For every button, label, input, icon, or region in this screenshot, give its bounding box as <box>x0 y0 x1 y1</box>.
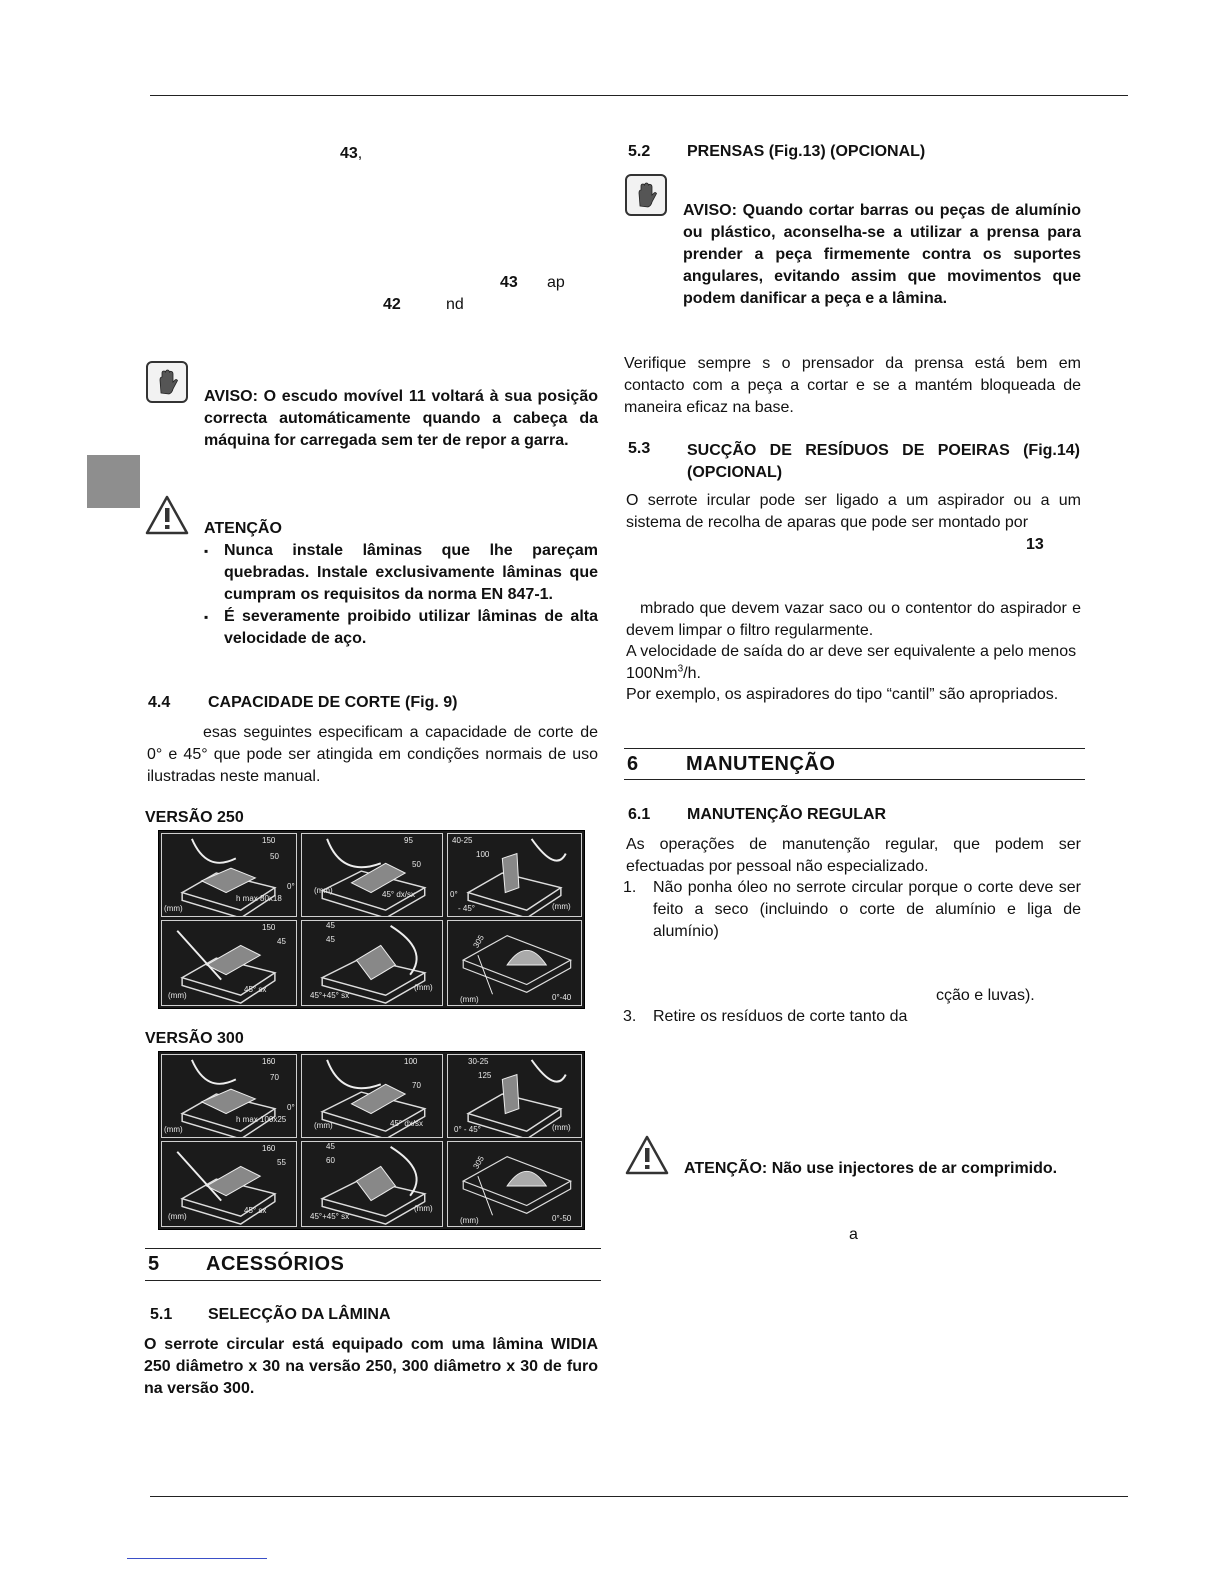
section-5-2-number: 5.2 <box>628 143 651 160</box>
section-5-1-title: SELECÇÃO DA LÂMINA <box>208 1306 391 1323</box>
section-4-4-title: CAPACIDADE DE CORTE (Fig. 9) <box>208 694 458 711</box>
figure-versao-250 <box>158 830 585 1009</box>
section-5-1-number: 5.1 <box>150 1306 173 1323</box>
section-5-bottom-rule <box>145 1280 601 1281</box>
section-4-4-text: esas seguintes especificam a capacidade de corte de 0° e 45° que pode ser atingida em condições normais de uso ilustradas neste manual. <box>147 724 598 785</box>
section-4-4-number: 4.4 <box>148 694 171 711</box>
section-5-title: ACESSÓRIOS <box>206 1253 345 1275</box>
section-5-2-title: PRENSAS (Fig.13) (OPCIONAL) <box>687 143 926 160</box>
fragment-13: 13 <box>1026 536 1044 553</box>
section-5-3-text-4: Por exemplo, os aspiradores do tipo “cantil” são apropriados. <box>626 686 1059 703</box>
fig-cell-0-45deg: 30-25 125 0° - 45° (mm) <box>447 1054 582 1138</box>
section-5-3-title: SUCÇÃO DE RESÍDUOS DE POEIRAS (Fig.14) (OPCIONAL) <box>687 442 1080 481</box>
verifique-text: Verifique sempre s o prensador da prensa está bem em contacto com a peça a cortar e se a mantém bloqueada de maneira eficaz na base. <box>624 355 1081 416</box>
section-6-top-rule <box>624 748 1085 749</box>
fig-cell-45sx: 160 55 (mm) 45° sx <box>161 1141 297 1227</box>
fig-cell-0deg: 150 50 0° h max 80x18 (mm) <box>161 833 297 917</box>
fragment-a: a <box>849 1226 858 1243</box>
section-6-1-number: 6.1 <box>628 806 651 823</box>
section-6-1-title: MANUTENÇÃO REGULAR <box>687 806 887 823</box>
section-5-3-text: O serrote ircular pode ser ligado a um aspirador ou a um sistema de recolha de aparas que pode ser montado por <box>626 492 1081 531</box>
atencao-item: ▪ É severamente proibido utilizar lâminas de alta velocidade de aço. <box>204 606 598 650</box>
fig-cell-45-45sx: 45 60 45°+45° sx (mm) <box>301 1141 443 1227</box>
fig-cell-45-45sx: 45 45 45°+45° sx (mm) <box>301 920 443 1006</box>
footer-rule <box>150 1496 1128 1497</box>
fragment-43b: 43 <box>500 274 518 291</box>
fragment-43: 43, <box>340 145 363 162</box>
warning-triangle-icon <box>144 494 190 541</box>
list-item-text: Não ponha óleo no serrote circular porque o corte deve ser feito a seco (incluindo o corte de alumínio e liga de alumínio) <box>653 879 1081 940</box>
fragment-42: 42 <box>383 296 401 313</box>
figure-versao-300 <box>158 1051 585 1230</box>
atencao-item: ▪ Nunca instale lâminas que lhe pareçam quebradas. Instale exclusivamente lâminas que cumpram os requisitos da norma EN 847-1. <box>204 540 598 606</box>
fig-cell-0deg: 160 70 0° h max 100x25 (mm) <box>161 1054 297 1138</box>
fig-cell-0-40: 305 (mm) 0°-40 <box>447 920 582 1006</box>
fragment-nd: nd <box>446 296 464 313</box>
section-5-1-text: O serrote circular está equipado com uma lâmina WIDIA 250 diâmetro x 30 na versão 250, 300 diâmetro x 30 de furo na versão 300. <box>144 1336 598 1397</box>
fig-cell-0-45deg: 40-25 100 0° - 45° (mm) <box>447 833 582 917</box>
section-5-top-rule <box>145 1248 601 1249</box>
atencao-title: ATENÇÃO <box>204 520 282 537</box>
aviso-shield-text: AVISO: O escudo movível 11 voltará à sua posição correcta automáticamente quando a cabeça da máquina for carregada sem ter de repor a garra. <box>204 388 598 449</box>
section-5-3-text-3: A velocidade de saída do ar deve ser equivalente a pelo menos 100Nm$^3$/h. <box>626 643 1077 682</box>
fragment-ap: ap <box>547 274 565 291</box>
hand-warning-icon <box>146 361 188 403</box>
fig-cell-45sx: 150 45 (mm) 45° sx <box>161 920 297 1006</box>
atencao-ar-comprimido-text: ATENÇÃO: Não use injectores de ar comprimido. <box>684 1160 1058 1177</box>
list-item-text: Retire os resíduos de corte tanto da <box>653 1008 908 1025</box>
fig-cell-45deg: 100 70 (mm) 45° dx/sx <box>301 1054 443 1138</box>
list-item-number: 3. <box>623 1008 637 1025</box>
list-item <box>623 877 1081 943</box>
maintenance-list <box>623 877 1081 943</box>
section-5-number: 5 <box>148 1253 160 1275</box>
header-rule <box>150 95 1128 96</box>
chapter-tab-marker <box>87 455 140 508</box>
section-6-title: MANUTENÇÃO <box>686 753 836 775</box>
aviso-prensa-text: AVISO: Quando cortar barras ou peças de alumínio ou plástico, aconselha-se a utilizar a prensa para prender a peça firmemente contra os suportes angulares, evitando assim que movimentos que podem danificar a peça e a lâmina. <box>683 202 1081 307</box>
section-6-number: 6 <box>627 753 639 775</box>
versao-250-label: VERSÃO 250 <box>145 809 244 826</box>
hand-warning-icon <box>625 174 667 216</box>
fragment-luvas: cção e luvas). <box>936 987 1035 1004</box>
list-item-number: 1. <box>623 879 637 896</box>
fig-cell-45deg: 95 50 (mm) 45° dx/sx <box>301 833 443 917</box>
section-5-3-text-2: mbrado que devem vazar saco ou o contentor do aspirador e devem limpar o filtro regularmente. <box>626 600 1081 639</box>
section-5-3-number: 5.3 <box>628 440 651 457</box>
warning-triangle-icon <box>624 1134 670 1181</box>
versao-300-label: VERSÃO 300 <box>145 1030 244 1047</box>
footer-link-underline <box>127 1558 267 1559</box>
section-6-1-text: As operações de manutenção regular, que podem ser efectuadas por pessoal não especializado. <box>626 836 1081 875</box>
section-6-bottom-rule <box>624 779 1085 780</box>
atencao-list <box>204 540 598 650</box>
fig-cell-0-50: 305 (mm) 0°-50 <box>447 1141 582 1227</box>
